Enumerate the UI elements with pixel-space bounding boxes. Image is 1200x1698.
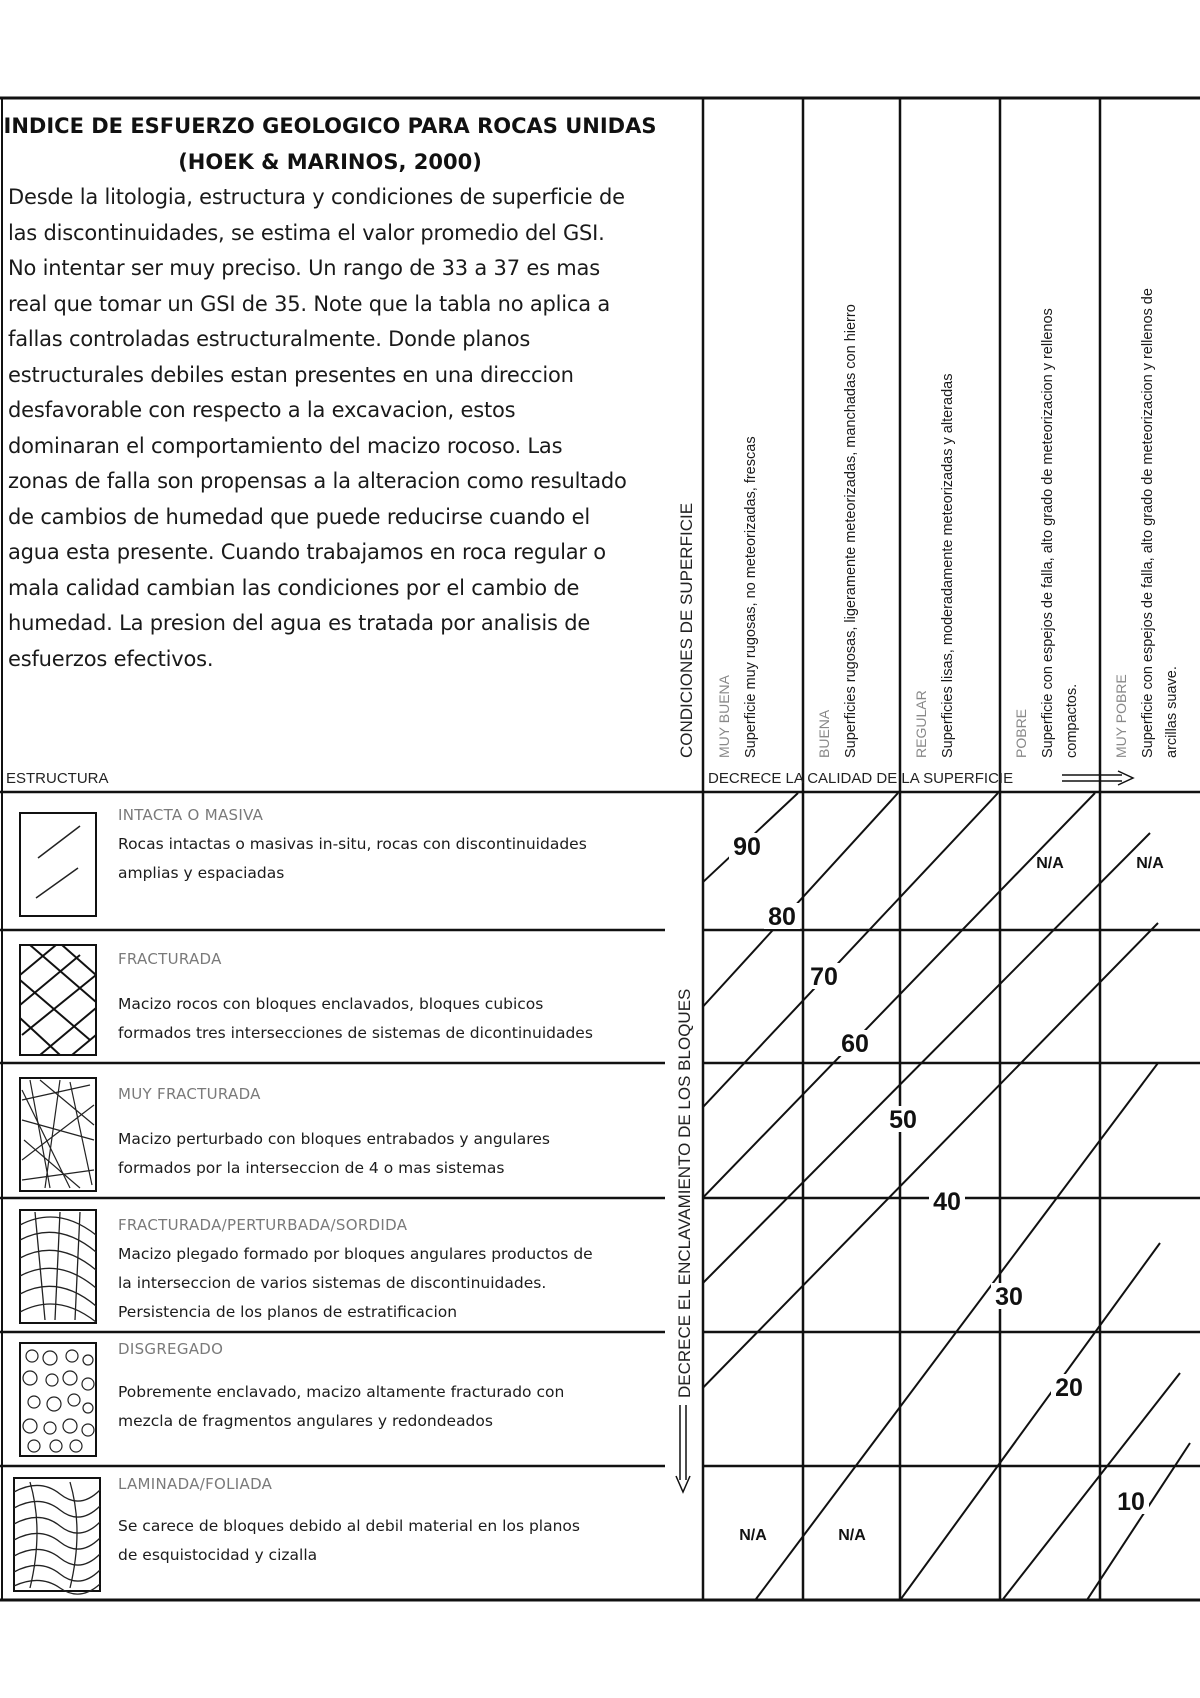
gsi-value-label: 50: [889, 1106, 917, 1134]
intro-line: las discontinuidades, se estima el valor promedio del GSI.: [8, 220, 605, 245]
structure-desc: [118, 1378, 663, 1436]
structure-desc-line: Persistencia de los planos de estratificacion: [118, 1303, 458, 1321]
structure-desc-line: de esquistocidad y cizalla: [118, 1546, 318, 1564]
gsi-value-label: 60: [841, 1030, 869, 1058]
na-muypobre-intacta: N/A: [1136, 855, 1164, 872]
structure-title: FRACTURADA: [118, 950, 222, 968]
structure-desc-line: Macizo perturbado con bloques entrabados y angulares: [118, 1130, 550, 1148]
intro-line: fallas controladas estructuralmente. Donde planos: [8, 327, 531, 351]
intro-line: No intentar ser muy preciso. Un rango de 33 a 37 es mas: [8, 256, 600, 280]
structure-title: INTACTA O MASIVA: [118, 806, 264, 824]
gsi-value-label: 20: [1055, 1374, 1083, 1402]
surface-condition-desc: compactos.: [1064, 683, 1080, 758]
structure-desc: [118, 1125, 663, 1183]
surface-condition-desc: Superficie con espejos de falla, alto grado de meteorizacion y rellenos de: [1140, 288, 1156, 758]
intro-paragraph: [8, 180, 660, 677]
na-pobre-intacta: N/A: [1036, 855, 1064, 872]
icon-intacta: [20, 813, 96, 916]
structure-desc-line: formados tres intersecciones de sistemas de dicontinuidades: [118, 1024, 593, 1042]
gsi-value-label: 30: [995, 1283, 1023, 1311]
gsi-contour: [1000, 1373, 1180, 1603]
icon-fracturada: [20, 945, 96, 1055]
surface-condition-name: BUENA: [816, 709, 832, 758]
gsi-value-label: 10: [1117, 1488, 1145, 1516]
condiciones-label: CONDICIONES DE SUPERFICIE: [677, 502, 696, 758]
structure-desc-line: Rocas intactas o masivas in-situ, rocas con discontinuidades: [118, 835, 587, 853]
intro-line: desfavorable con respecto a la excavacion, estos: [8, 398, 516, 422]
structure-desc: [118, 1512, 663, 1570]
structure-desc-line: Macizo rocos con bloques enclavados, bloques cubicos: [118, 995, 544, 1013]
intro-line: agua esta presente. Cuando trabajamos en roca regular o: [8, 540, 606, 564]
decrece-enclavamiento-label: DECRECE EL ENCLAVAMIENTO DE LOS BLOQUES: [675, 988, 694, 1398]
structure-title: FRACTURADA/PERTURBADA/SORDIDA: [118, 1216, 408, 1234]
icon-perturbada: [20, 1210, 96, 1323]
structure-title: MUY FRACTURADA: [118, 1085, 261, 1103]
intro-line: dominaran el comportamiento del macizo rocoso. Las: [8, 433, 563, 458]
icon-muy-fracturada: [20, 1078, 96, 1191]
structure-title: DISGREGADO: [118, 1340, 224, 1358]
structure-desc: [118, 1240, 663, 1327]
structure-desc-line: Se carece de bloques debido al debil material en los planos: [118, 1517, 580, 1535]
structure-desc-line: Pobremente enclavado, macizo altamente fracturado con: [118, 1383, 565, 1401]
gsi-value-label: 70: [810, 963, 838, 991]
intro-line: de cambios de humedad que puede reducirse cuando el: [8, 504, 590, 529]
structure-desc-line: mezcla de fragmentos angulares y redondeados: [118, 1412, 493, 1430]
surface-condition-desc: Superficie muy rugosas, no meteorizadas, frescas: [743, 436, 759, 758]
surface-condition-name: REGULAR: [913, 690, 929, 758]
intro-line: Desde la litologia, estructura y condiciones de superficie de: [8, 185, 625, 209]
intro-line: esfuerzos efectivos.: [8, 646, 214, 671]
intro-line: estructurales debiles estan presentes en una direccion: [8, 362, 574, 387]
structure-title: LAMINADA/FOLIADA: [118, 1475, 273, 1493]
surface-condition-name: MUY POBRE: [1113, 674, 1129, 758]
structure-desc-line: amplias y espaciadas: [118, 864, 285, 882]
title-line1: INDICE DE ESFUERZO GEOLOGICO PARA ROCAS UNIDAS: [3, 114, 657, 138]
decrece-superficie-arrow: [1062, 771, 1133, 785]
intro-line: zonas de falla son propensas a la alteracion como resultado: [8, 469, 627, 493]
decrece-superficie-label: DECRECE LA CALIDAD DE LA SUPERFICIE: [708, 770, 1014, 787]
intro-line: real que tomar un GSI de 35. Note que la tabla no aplica a: [8, 291, 611, 316]
gsi-value-label: 90: [733, 833, 761, 861]
surface-condition-desc: arcillas suave.: [1164, 666, 1180, 758]
structure-desc: [118, 830, 663, 888]
na-muybuena-laminada: N/A: [739, 1527, 767, 1544]
structure-desc-line: Macizo plegado formado por bloques angulares productos de: [118, 1245, 593, 1263]
title-line2: (HOEK & MARINOS, 2000): [178, 150, 482, 174]
surface-condition-desc: Superficies lisas, moderadamente meteorizadas y alteradas: [940, 373, 956, 758]
icon-laminada: [14, 1478, 100, 1594]
structure-desc-line: la interseccion de varios sistemas de discontinuidades.: [118, 1274, 547, 1292]
structure-desc: [118, 990, 663, 1048]
estructura-label: ESTRUCTURA: [6, 770, 109, 787]
surface-condition-desc: Superficie con espejos de falla, alto grado de meteorizacion y rellenos: [1040, 308, 1056, 758]
gsi-value-label: 40: [933, 1188, 961, 1216]
decrece-enclavamiento-arrow: [676, 1405, 690, 1492]
icon-disgregado: [20, 1343, 96, 1456]
na-buena-laminada: N/A: [838, 1527, 866, 1544]
surface-condition-desc: Superficies rugosas, ligeramente meteorizadas, manchadas con hierro: [843, 304, 859, 758]
intro-line: mala calidad cambian las condiciones por el cambio de: [8, 575, 580, 600]
surface-condition-name: POBRE: [1013, 708, 1029, 758]
gsi-value-label: 80: [768, 903, 796, 931]
title-block: [0, 108, 660, 180]
structure-desc-line: formados por la interseccion de 4 o mas sistemas: [118, 1159, 505, 1177]
intro-line: humedad. La presion del agua es tratada por analisis de: [8, 611, 591, 635]
surface-condition-name: MUY BUENA: [716, 675, 732, 758]
